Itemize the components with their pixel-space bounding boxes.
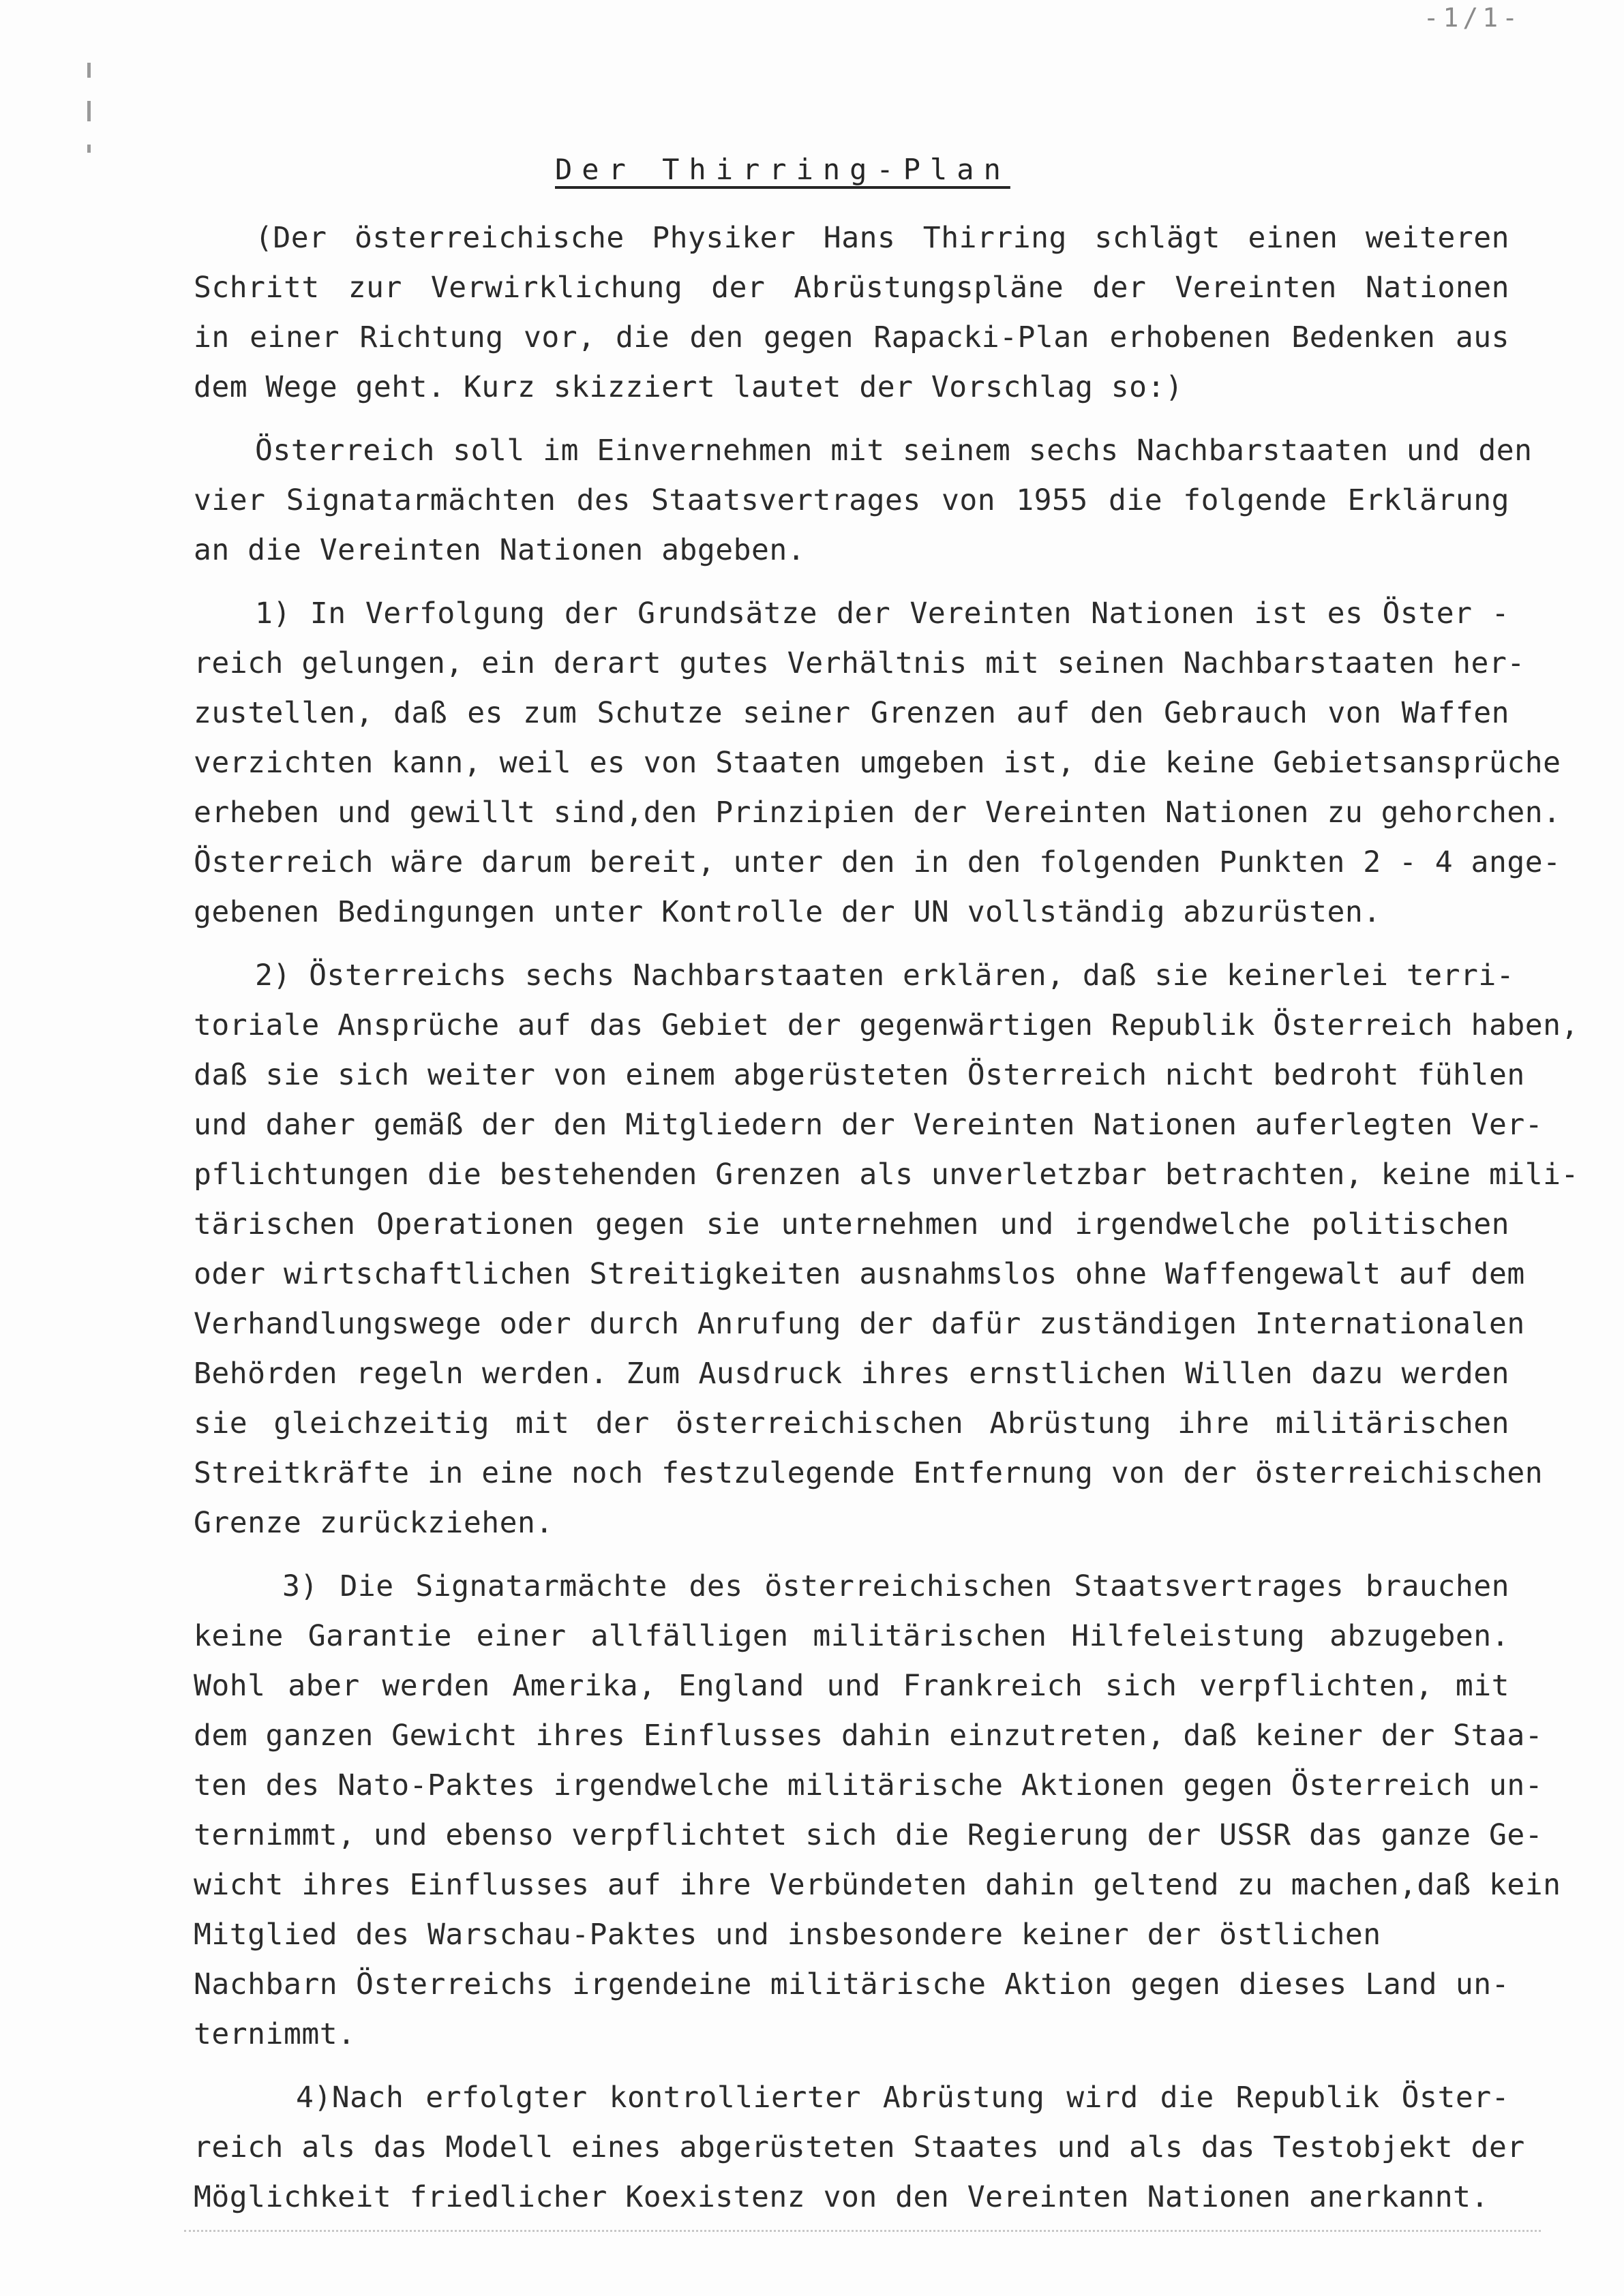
text-line: Nachbarn Österreichs irgendeine militärische Aktion gegen dieses Land un- [194, 1967, 1509, 2002]
text-line: 1) In Verfolgung der Grundsätze der Vereinten Nationen ist es Öster - [255, 596, 1509, 631]
document-body [194, 213, 1579, 2236]
text-line: Österreich soll im Einvernehmen mit seinem sechs Nachbarstaaten und den [255, 434, 1533, 468]
paragraph-point-1 [194, 589, 1561, 937]
text-line: und daher gemäß der den Mitgliedern der Vereinten Nationen auferlegten Ver- [194, 1108, 1544, 1142]
text-line: (Der österreichische Physiker Hans Thirring schlägt einen weiteren [255, 221, 1509, 255]
text-line: erheben und gewillt sind,den Prinzipien der Vereinten Nationen zu gehorchen. [194, 796, 1561, 830]
text-line: sie gleichzeitig mit der österreichischen Abrüstung ihre militärischen [194, 1406, 1509, 1440]
punch-mark [87, 63, 91, 78]
text-line: keine Garantie einer allfälligen militärischen Hilfeleistung abzugeben. [194, 1619, 1509, 1653]
text-line: an die Vereinten Nationen abgeben. [194, 533, 806, 567]
text-line: ten des Nato-Paktes irgendwelche militärische Aktionen gegen Österreich un- [194, 1768, 1544, 1802]
text-line: ternimmt, und ebenso verpflichtet sich die Regierung der USSR das ganze Ge- [194, 1818, 1544, 1852]
text-line: vier Signatarmächten des Staatsvertrages von 1955 die folgende Erklärung [194, 483, 1509, 517]
text-line: pflichtungen die bestehenden Grenzen als unverletzbar betrachten, keine mili- [194, 1158, 1579, 1192]
text-line: Behörden regeln werden. Zum Ausdruck ihres ernstlichen Willen dazu werden [194, 1357, 1509, 1391]
punch-mark [87, 145, 91, 153]
text-line: reich gelungen, ein derart gutes Verhältnis mit seinen Nachbarstaaten her- [194, 646, 1525, 680]
text-line: Grenze zurückziehen. [194, 1506, 554, 1540]
text-line: tärischen Operationen gegen sie unternehmen und irgendwelche politischen [194, 1207, 1509, 1241]
text-line: reich als das Modell eines abgerüsteten Staates und als das Testobjekt der [194, 2130, 1525, 2164]
text-line: Möglichkeit friedlicher Koexistenz von den Vereinten Nationen anerkannt. [194, 2180, 1489, 2214]
text-line: Mitglied des Warschau-Paktes und insbesondere keiner der östlichen [194, 1918, 1381, 1952]
document-title: Der Thirring-Plan [555, 153, 1010, 186]
text-line: wicht ihres Einflusses auf ihre Verbündeten dahin geltend zu machen,daß kein [194, 1868, 1561, 1902]
text-line: Schritt zur Verwirklichung der Abrüstungspläne der Vereinten Nationen [194, 271, 1509, 305]
text-line: Streitkräfte in eine noch festzulegende Entfernung von der österreichischen [194, 1456, 1544, 1490]
paragraph-declaration [194, 426, 1533, 575]
page-number: -1/1- [1423, 3, 1522, 33]
text-line: verzichten kann, weil es von Staaten umgeben ist, die keine Gebietsansprüche [194, 746, 1561, 780]
paragraph-point-2 [194, 951, 1579, 1548]
text-line: daß sie sich weiter von einem abgerüsteten Österreich nicht bedroht fühlen [194, 1058, 1525, 1092]
paragraph-point-3 [194, 1562, 1561, 2059]
text-line: oder wirtschaftlichen Streitigkeiten ausnahmslos ohne Waffengewalt auf dem [194, 1257, 1525, 1291]
text-line: dem Wege geht. Kurz skizziert lautet der Vorschlag so:) [194, 370, 1184, 404]
text-line: ternimmt. [194, 2017, 356, 2051]
paragraph-intro [194, 213, 1509, 412]
cut-off-line [184, 2226, 1541, 2232]
text-line: Wohl aber werden Amerika, England und Frankreich sich verpflichten, mit [194, 1669, 1509, 1703]
punch-mark [87, 101, 91, 121]
paragraph-point-4 [194, 2073, 1525, 2222]
text-line: Verhandlungswege oder durch Anrufung der dafür zuständigen Internationalen [194, 1307, 1525, 1341]
text-line: dem ganzen Gewicht ihres Einflusses dahin einzutreten, daß keiner der Staa- [194, 1719, 1544, 1753]
text-line: toriale Ansprüche auf das Gebiet der gegenwärtigen Republik Österreich haben, [194, 1008, 1579, 1042]
text-line: 4)Nach erfolgter kontrollierter Abrüstung wird die Republik Öster- [296, 2081, 1509, 2115]
text-line: Österreich wäre darum bereit, unter den in den folgenden Punkten 2 - 4 ange- [194, 845, 1561, 879]
text-line: 3) Die Signatarmächte des österreichischen Staatsvertrages brauchen [282, 1569, 1509, 1603]
text-line: gebenen Bedingungen unter Kontrolle der UN vollständig abzurüsten. [194, 895, 1381, 929]
text-line: 2) Österreichs sechs Nachbarstaaten erklären, daß sie keinerlei terri- [255, 958, 1515, 993]
text-line: zustellen, daß es zum Schutze seiner Grenzen auf den Gebrauch von Waffen [194, 696, 1509, 730]
text-line: in einer Richtung vor, die den gegen Rapacki-Plan erhobenen Bedenken aus [194, 320, 1509, 354]
